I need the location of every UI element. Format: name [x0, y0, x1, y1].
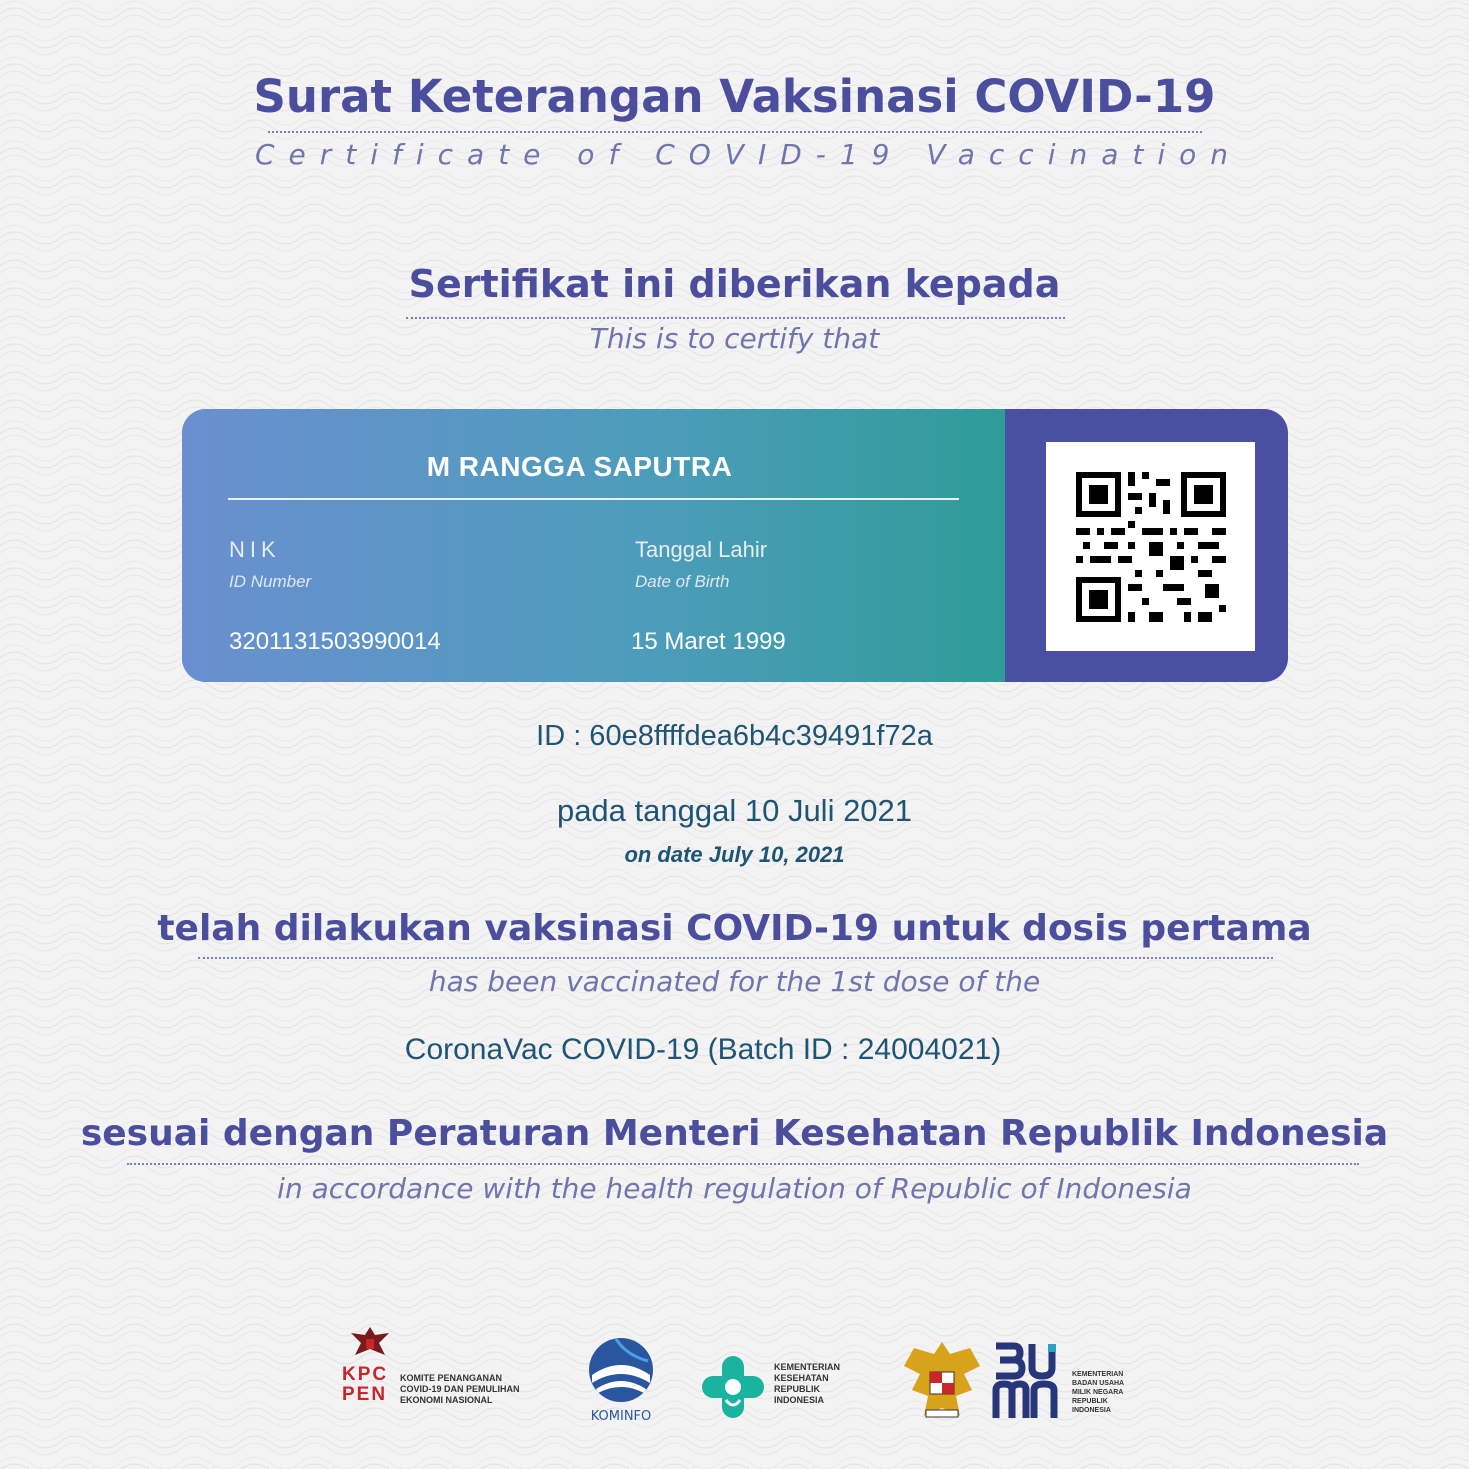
kominfo-globe-icon — [586, 1335, 656, 1405]
bumn-text-4: REPUBLIK — [1072, 1398, 1108, 1405]
dob-value: 15 Maret 1999 — [631, 628, 786, 655]
bumn-text-2: BADAN USAHA — [1072, 1380, 1125, 1387]
kpcpen-letters-bottom: PEN — [342, 1384, 388, 1405]
holder-card — [182, 409, 1288, 682]
vaccinated-title: telah dilakukan vaksinasi COVID-19 untuk dosis pertama — [157, 908, 1312, 949]
title-divider — [268, 131, 1202, 133]
kominfo-logo — [576, 1335, 666, 1430]
vaccinated-subtitle: has been vaccinated for the 1st dose of the — [428, 965, 1041, 998]
qr-code-icon — [1046, 442, 1255, 651]
bumn-text-1: KEMENTERIAN — [1072, 1371, 1124, 1378]
dob-label-en: Date of Birth — [635, 572, 730, 591]
garuda-small-icon — [345, 1325, 395, 1363]
nik-label: NIK — [229, 537, 281, 562]
holder-info-panel — [182, 409, 1005, 682]
qr-code[interactable] — [1046, 442, 1255, 651]
holder-name: M RANGGA SAPUTRA — [426, 451, 733, 482]
regulation-divider — [127, 1163, 1359, 1165]
kemenkes-text-2: KESEHATAN — [774, 1373, 829, 1383]
vaccination-date: pada tanggal 10 Juli 2021 — [556, 793, 913, 828]
kpcpen-text-2: COVID-19 DAN PEMULIHAN — [400, 1384, 520, 1394]
certificate-id: ID : 60e8ffffdea6b4c39491f72a — [536, 720, 933, 752]
vaccination-date-en: on date July 10, 2021 — [624, 842, 845, 867]
nik-label-en: ID Number — [229, 572, 312, 591]
garuda-pancasila-icon — [900, 1338, 984, 1426]
kemenkes-text-4: INDONESIA — [774, 1395, 825, 1405]
kemenkes-logo — [698, 1352, 868, 1427]
page-subtitle: Certificate of COVID-19 Vaccination — [254, 138, 1243, 171]
kpcpen-letters-top: KPC — [342, 1364, 389, 1385]
certify-title: Sertifikat ini diberikan kepada — [408, 262, 1061, 306]
kominfo-label: KOMINFO — [590, 1409, 652, 1424]
kemenkes-text-3: REPUBLIK — [774, 1384, 821, 1394]
name-divider — [228, 498, 959, 500]
kemenkes-icon — [698, 1352, 768, 1422]
garuda-logo — [900, 1338, 984, 1428]
bumn-text-3: MILIK NEGARA — [1072, 1389, 1124, 1396]
bumn-logo — [992, 1340, 1142, 1425]
kpcpen-text-3: EKONOMI NASIONAL — [400, 1395, 493, 1405]
kemenkes-text-1: KEMENTERIAN — [774, 1362, 841, 1372]
kpcpen-text-1: KOMITE PENANGANAN — [400, 1373, 503, 1383]
kpcpen-logo — [342, 1325, 552, 1425]
dob-label: Tanggal Lahir — [635, 537, 768, 562]
page-title: Surat Keterangan Vaksinasi COVID-19 — [253, 70, 1216, 123]
certify-subtitle: This is to certify that — [589, 322, 880, 355]
nik-value: 3201131503990014 — [229, 628, 441, 655]
regulation-title: sesuai dengan Peraturan Menteri Kesehatan Republik Indonesia — [80, 1113, 1389, 1154]
vaccinated-divider — [198, 957, 1273, 959]
regulation-subtitle: in accordance with the health regulation of Republic of Indonesia — [277, 1172, 1192, 1205]
vaccine-name: CoronaVac COVID-19 (Batch ID : 24004021) — [404, 1033, 1002, 1066]
certify-divider — [406, 317, 1065, 319]
bumn-icon — [992, 1340, 1058, 1422]
bumn-text-5: INDONESIA — [1072, 1407, 1111, 1414]
